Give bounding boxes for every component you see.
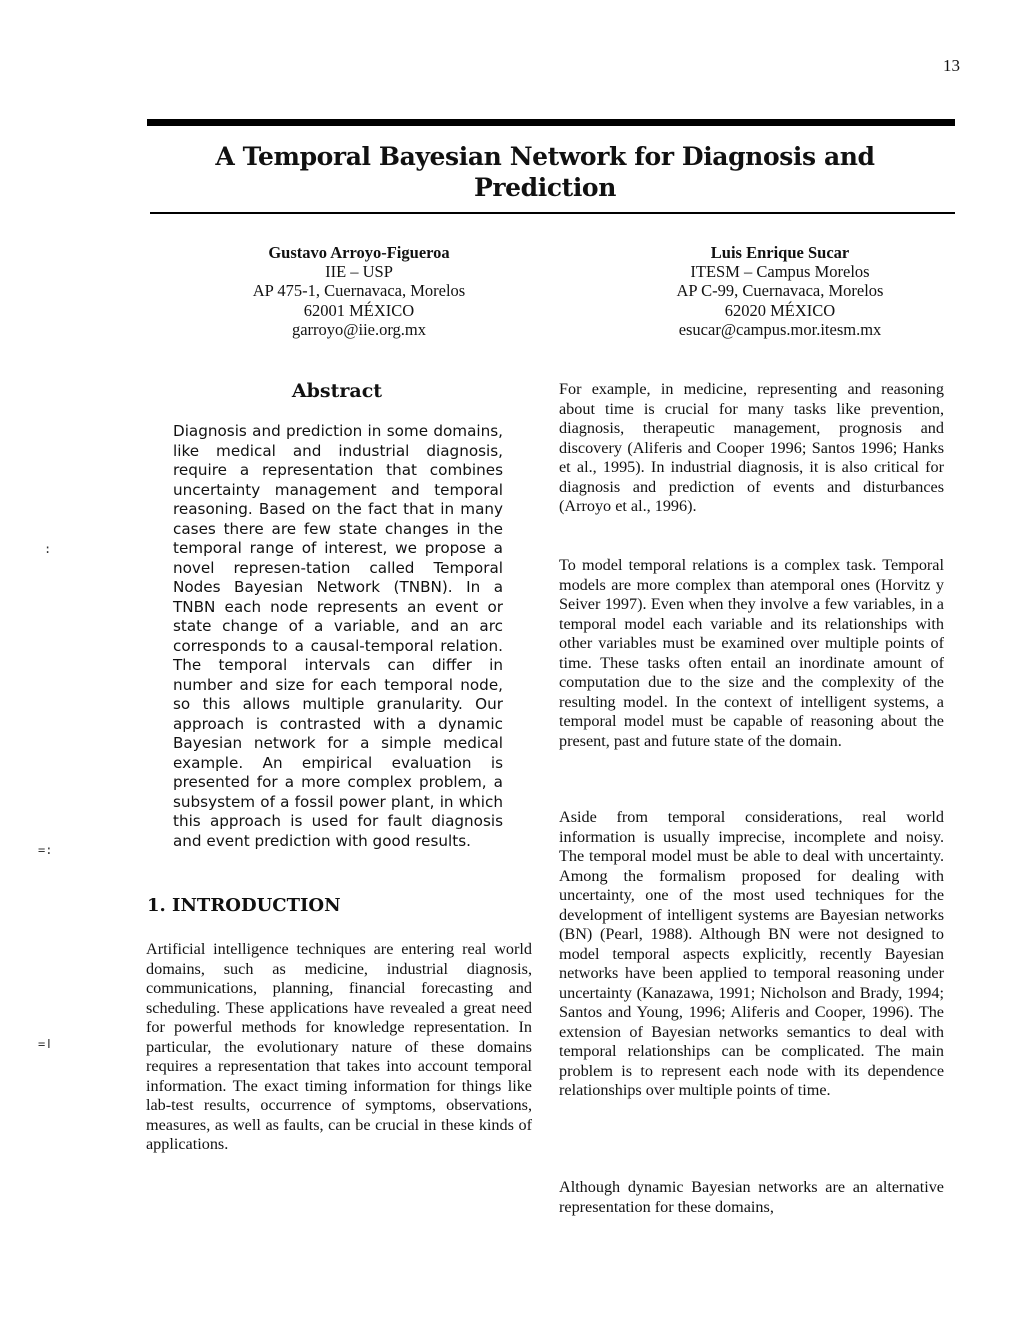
author-name: Luis Enrique Sucar bbox=[710, 243, 850, 262]
intro-paragraph-2: For example, in medicine, representing and reasoning about time is crucial for many tasks like prevention, diagnosis, therapeutic management, prognosis and discovery (Aliferis and Cooper 1996; Santos 1996; Hanks et al., 1995). In industrial diagnosis, it is also critical for diagnosis and prediction of events and disturbances (Arroyo et al., 1996). bbox=[559, 380, 944, 515]
author-block-1 bbox=[209, 243, 509, 339]
author-address: AP 475-1, Cuernavaca, Morelos bbox=[252, 281, 466, 301]
paper-title: A Temporal Bayesian Network for Diagnosis and Prediction bbox=[215, 142, 875, 202]
section-heading-introduction: 1. INTRODUCTION bbox=[147, 895, 341, 916]
intro-paragraph-1: Artificial intelligence techniques are entering real world domains, such as medicine, industrial diagnosis, communications, planning, financial forecasting and scheduling. These applications have revealed a great need for powerful methods for knowledge representation. In particular, the evolutionary nature of these domains requires a representation that takes into account temporal information. The exact timing information for things like lab-test results, occurrence of symptoms, observations, measures, as well as faults, can be crucial in these kinds of applications. bbox=[146, 940, 532, 1153]
abstract-text: Diagnosis and prediction in some domains, like medical and industrial diagnosis, require a representation that combines uncertainty management and temporal reasoning. Based on the fact that in many cases there are few state changes in the temporal range of interest, we propose a novel represen-tation called Temporal Nodes Bayesian Network (TNBN). In a TNBN each node represents an event or state change of a variable, and an arc corresponds to a causal-temporal relation. The temporal intervals can differ in number and size for each temporal node, so this allows multiple granularity. Our approach is contrasted with a dynamic Bayesian network for a simple medical example. An empirical evaluation is presented for a more complex problem, a subsystem of a fossil power plant, in which this approach is used for fault diagnosis and event prediction with good results. bbox=[173, 422, 503, 850]
author-name: Gustavo Arroyo-Figueroa bbox=[268, 243, 450, 262]
author-block-2 bbox=[630, 243, 930, 339]
title-top-rule bbox=[147, 119, 955, 126]
author-email: garroyo@iie.org.mx bbox=[291, 319, 427, 339]
abstract-heading: Abstract bbox=[291, 380, 383, 402]
intro-paragraph-4: Aside from temporal considerations, real world information is usually imprecise, incomplete and noisy. The temporal model must be able to deal with uncertainty. Among the formalism proposed for dealing with uncertainty, one of the most used techniques for the development of intelligent systems are Bayesian networks (BN) (Pearl, 1988). Although BN were not designed to model temporal aspects explicitly, recently Bayesian networks have been applied to temporal reasoning under uncertainty (Kanazawa, 1991; Nicholson and Brady, 1994; Santos and Young, 1996; Aliferis and Cooper, 1996). The extension of Bayesian networks semantics to deal with temporal relationships can be complicated. The main problem is to represent each node with its dependence relationships over multiple points of time. bbox=[559, 808, 944, 1099]
author-affiliation: ITESM – Campus Morelos bbox=[690, 262, 870, 282]
margin-scan-mark: =ǀ bbox=[38, 1037, 53, 1051]
page-number: 13 bbox=[943, 56, 960, 75]
author-affiliation: IIE – USP bbox=[325, 262, 393, 282]
author-postal: 62001 MÉXICO bbox=[303, 300, 415, 320]
author-email: esucar@campus.mor.itesm.mx bbox=[678, 319, 882, 339]
intro-paragraph-3: To model temporal relations is a complex task. Temporal models are more complex than atemporal ones (Horvitz y Seiver 1997). Even when they involve a few variables, in a temporal model each variable and its relationships with other variables must be examined over multiple points of time. These tasks often entail an inordinate amount of computation due to the size and the complexity of the resulting model. In the context of intelligent systems, a temporal model must be capable of reasoning about the present, past and future state of the domain. bbox=[559, 556, 944, 750]
intro-paragraph-5: Although dynamic Bayesian networks are an alternative representation for these domains, bbox=[559, 1178, 944, 1216]
author-address: AP C-99, Cuernavaca, Morelos bbox=[676, 281, 884, 301]
margin-scan-mark: : bbox=[44, 542, 52, 556]
author-postal: 62020 MÉXICO bbox=[724, 300, 836, 320]
margin-scan-mark: =: bbox=[38, 843, 53, 857]
title-bottom-rule bbox=[150, 212, 955, 214]
